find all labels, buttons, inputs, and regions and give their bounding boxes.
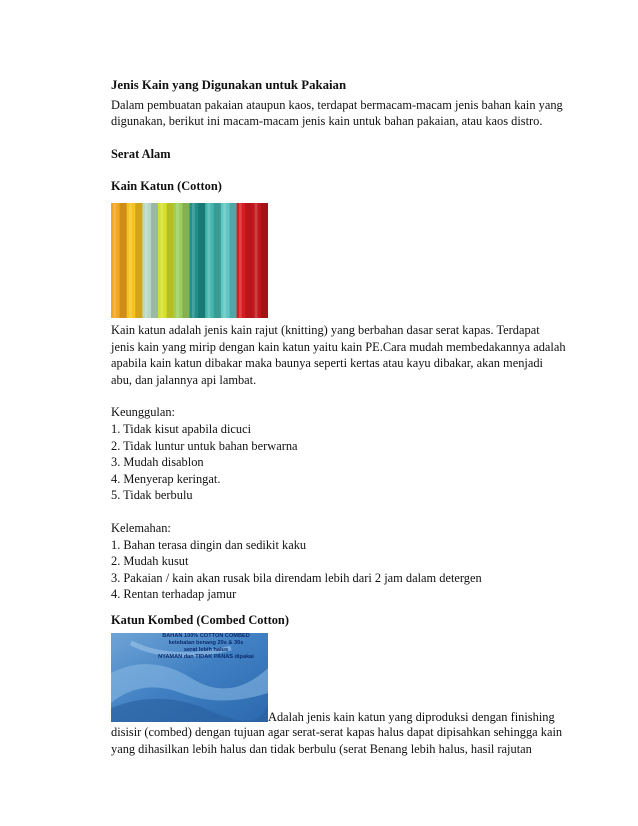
combed-description: disisir (combed) dengan tujuan agar serat-serat kapas halus dapat dipisahkan sehingga kain yang dihasilkan lebih halus dan tidak berbulu (serat Benang lebih halus, hasil rajutan [111,725,563,757]
cotton-description: Kain katun adalah jenis kain rajut (knitting) yang berbahan dasar serat kapas. Terdapat jenis kain yang mirip dengan kain katun yaitu kain PE.Cara mudah membedakannya adalah apabila kain katun dibakar maka baunya seperti kertas atau kayu dibakar, akan menjadi abu, dan jalannya api lambat. [111,322,566,387]
cotton-heading: Kain Katun (Cotton) [111,179,222,194]
list-item: 1. Bahan terasa dingin dan sedikit kaku [111,537,307,552]
fabric-roll-shade [151,203,158,318]
list-item: 2. Tidak luntur untuk bahan berwarna [111,438,298,453]
list-item: 4. Rentan terhadap jamur [111,587,237,602]
fabric-roll-highlight [239,203,242,318]
fabric-roll-highlight [192,203,195,318]
fabric-roll-highlight [176,203,179,318]
fabric-roll-shade [230,203,237,318]
combed-image-caption: BAHAN 100% COTTON COMBED ketebalan benang 20s & 30s serat lebih halus NYAMAN dan TIDAK PANAS dipakai [158,633,254,660]
fabric-roll-highlight [160,203,163,318]
fabric-roll-shade [214,203,221,318]
disadvantages-list [111,537,566,603]
combed-text-start: Adalah jenis kain katun yang diproduksi dengan finishing [268,709,555,724]
section-heading-natural-fiber: Serat Alam [111,146,171,161]
list-item: 2. Mudah kusut [111,554,189,569]
fabric-roll-shade [182,203,189,318]
fabric-roll-shade [120,203,127,318]
fabric-roll-shade [135,203,142,318]
document-body [111,77,566,758]
intro-paragraph: Dalam pembuatan pakaian ataupun kaos, terdapat bermacam-macam jenis bahan kain yang digunakan, berikut ini macam-macam jenis kain untuk bahan pakaian, atau kaos distro. [111,97,563,129]
list-item: 1. Tidak kisut apabila dicuci [111,421,252,436]
disadvantages-label: Kelemahan: [111,520,171,535]
combed-cotton-image [111,633,268,722]
advantages-list [111,421,566,504]
advantages-label: Keunggulan: [111,405,176,420]
fabric-roll-shade [167,203,174,318]
cotton-fabric-image [111,203,268,318]
list-item: 3. Pakaian / kain akan rusak bila direndam lebih dari 2 jam dalam detergen [111,570,482,585]
fabric-roll-highlight [129,203,132,318]
fabric-roll-shade [261,203,268,318]
list-item: 5. Tidak berbulu [111,488,193,503]
fabric-roll-highlight [113,203,116,318]
fabric-roll-highlight [145,203,148,318]
fabric-roll-shade [198,203,205,318]
fabric-roll-shade [245,203,252,318]
fabric-roll-highlight [223,203,226,318]
list-item: 3. Mudah disablon [111,455,204,470]
combed-heading: Katun Kombed (Combed Cotton) [111,612,289,627]
fabric-roll-highlight [208,203,211,318]
list-item: 4. Menyerap keringat. [111,471,221,486]
document-title: Jenis Kain yang Digunakan untuk Pakaian [111,78,347,92]
fabric-roll-highlight [255,203,258,318]
